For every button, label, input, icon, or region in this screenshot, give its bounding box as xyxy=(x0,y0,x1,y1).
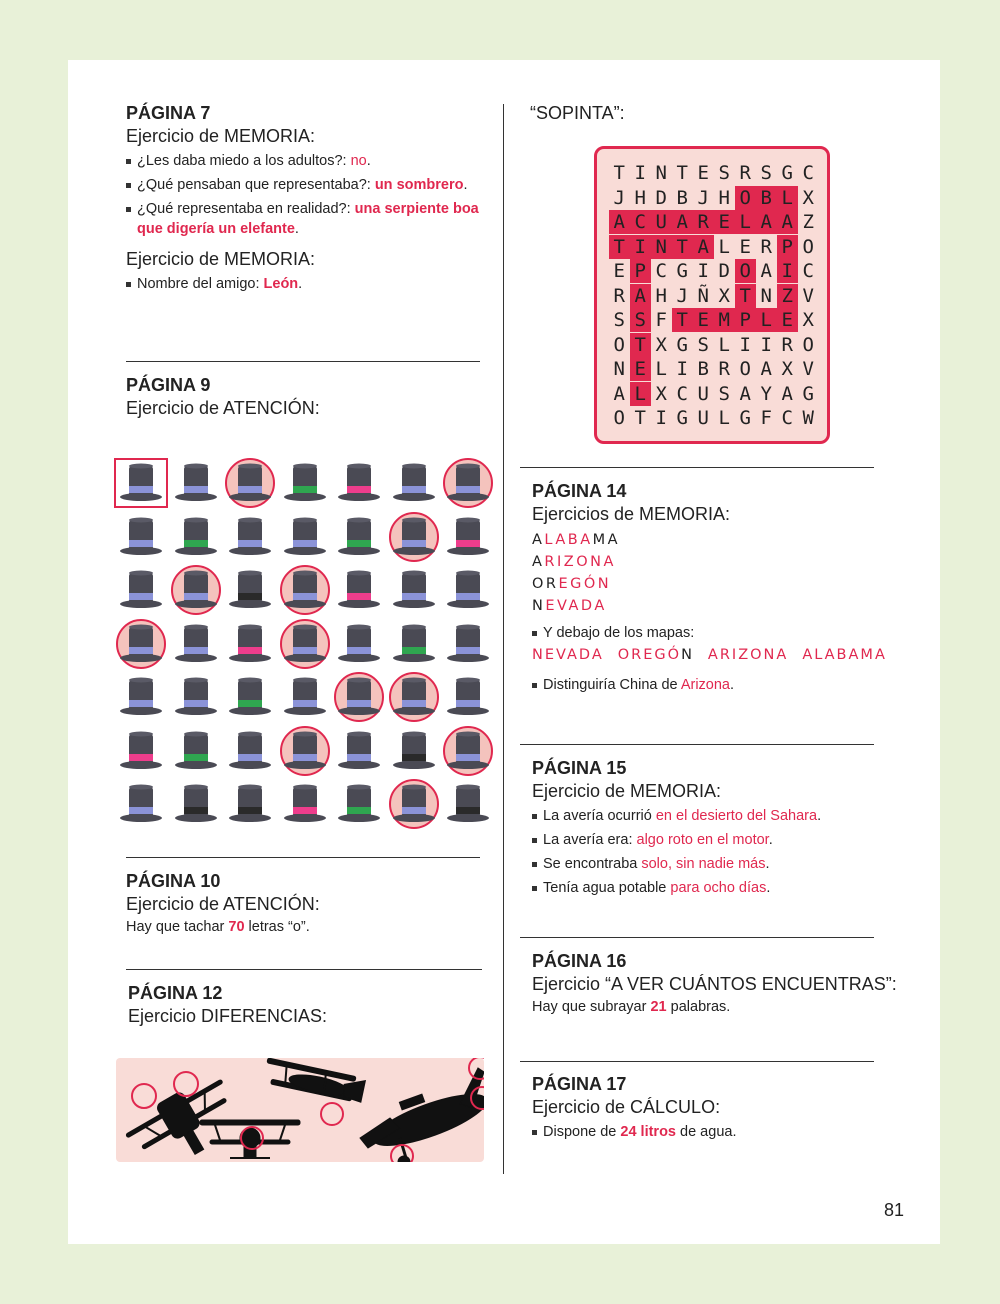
grid-letter: V xyxy=(802,284,814,307)
grid-letter: N xyxy=(655,162,667,184)
grid-letter: T xyxy=(672,235,693,259)
grid-letter: R xyxy=(613,284,625,307)
grid-letter: G xyxy=(676,407,688,429)
top-hat-icon xyxy=(278,779,332,829)
grid-letter: O xyxy=(613,407,625,429)
punct: . xyxy=(765,856,770,872)
grid-letter: D xyxy=(655,186,667,209)
grid-letter: P xyxy=(630,259,651,283)
list-item xyxy=(532,854,892,874)
answer-text: solo, sin nadie más xyxy=(641,856,766,872)
state-word-arizona xyxy=(532,551,912,573)
letters-red: EGÓN xyxy=(558,576,612,592)
grid-letter: X xyxy=(655,382,667,405)
grid-letter: T xyxy=(609,235,630,259)
exercise-title: Ejercicio de MEMORIA: xyxy=(532,781,722,801)
state-word-oregon xyxy=(532,573,912,595)
section-page-10 xyxy=(126,871,320,935)
grid-letter: I xyxy=(676,358,688,380)
top-hat-icon xyxy=(332,779,386,829)
answer-list xyxy=(532,675,912,695)
answer-text xyxy=(532,999,932,1015)
grid-letter: H xyxy=(718,186,730,209)
answer-text: León xyxy=(263,276,299,292)
grid-letter: G xyxy=(781,162,793,184)
list-item xyxy=(532,830,892,850)
top-hat-icon xyxy=(387,512,441,562)
exercise-title: Ejercicio DIFERENCIAS: xyxy=(128,1006,328,1026)
grid-letter: R xyxy=(781,333,793,356)
grid-letter: S xyxy=(718,162,730,184)
divider xyxy=(520,937,874,938)
list-item xyxy=(126,274,486,294)
grid-letter: P xyxy=(777,235,798,259)
grid-letter: I xyxy=(634,162,646,184)
grid-letter: C xyxy=(802,260,814,282)
answer-text: para ocho días xyxy=(670,880,767,896)
grid-letter: R xyxy=(693,210,714,234)
answer-list xyxy=(126,151,486,239)
section-page-12 xyxy=(128,983,327,1031)
divider xyxy=(520,1061,874,1062)
grid-letter: M xyxy=(714,308,735,332)
punct: . xyxy=(817,808,822,824)
answer-number: 21 xyxy=(650,999,667,1015)
top-hat-icon xyxy=(332,458,386,508)
differences-image xyxy=(116,1058,484,1162)
punct: . xyxy=(298,276,303,292)
top-hat-icon xyxy=(332,726,386,776)
grid-letter: B xyxy=(756,186,777,210)
grid-letter: U xyxy=(697,382,709,405)
answer-text: algo roto en el motor xyxy=(636,832,769,848)
text: Dispone de xyxy=(543,1124,621,1140)
grid-letter: X xyxy=(718,284,730,307)
punct: . xyxy=(768,832,773,848)
letter: O xyxy=(532,576,546,592)
grid-letter: C xyxy=(676,382,688,405)
grid-letter: A xyxy=(693,235,714,259)
punct: . xyxy=(366,153,371,169)
grid-letter: X xyxy=(655,333,667,356)
grid-letter: G xyxy=(676,260,688,282)
top-hat-icon xyxy=(387,458,441,508)
top-hat-icon xyxy=(332,512,386,562)
section-page-7 xyxy=(126,103,486,298)
top-hat-icon xyxy=(114,512,168,562)
grid-letter: L xyxy=(756,308,777,332)
top-hat-icon xyxy=(114,726,168,776)
grid-letter: I xyxy=(655,407,667,429)
section-page-15 xyxy=(532,758,892,902)
grid-letter: U xyxy=(697,407,709,429)
grid-letter: O xyxy=(735,186,756,210)
grid-letter: H xyxy=(634,186,646,209)
grid-letter: S xyxy=(630,308,651,332)
top-hat-icon xyxy=(114,565,168,615)
answer-list xyxy=(532,623,912,643)
answer-number: 70 xyxy=(228,919,245,935)
grid-letter: J xyxy=(613,186,625,209)
airplanes-illustration xyxy=(116,1058,484,1162)
question-text: ¿Qué pensaban que representaba?: xyxy=(137,177,375,193)
text: Hay que subrayar xyxy=(532,999,651,1015)
top-hat-icon xyxy=(223,565,277,615)
column-divider xyxy=(503,104,504,1174)
grid-letter: A xyxy=(739,382,751,405)
answer-text xyxy=(126,919,320,935)
grid-letter: N xyxy=(760,284,772,307)
top-hat-icon xyxy=(441,619,495,669)
grid-letter: N xyxy=(651,235,672,259)
top-hat-icon xyxy=(223,672,277,722)
list-item xyxy=(532,1122,892,1142)
grid-letter: G xyxy=(802,382,814,405)
grid-letter: Y xyxy=(760,382,772,405)
top-hat-icon xyxy=(278,726,332,776)
grid-letter: B xyxy=(697,358,709,380)
letters-red: EVADA xyxy=(545,598,607,614)
list-item xyxy=(532,806,892,826)
divider xyxy=(126,361,480,362)
state-word-alabama xyxy=(532,529,912,551)
exercise-title: Ejercicio de ATENCIÓN: xyxy=(126,894,320,914)
top-hat-icon xyxy=(278,512,332,562)
answer-list xyxy=(532,806,892,898)
top-hat-icon xyxy=(114,458,168,508)
grid-letter: T xyxy=(630,333,651,357)
section-heading: PÁGINA 17 xyxy=(532,1074,627,1094)
grid-letter: Z xyxy=(802,211,814,233)
answer-list xyxy=(532,1122,892,1142)
section-page-9 xyxy=(126,375,320,423)
grid-letter: L xyxy=(630,382,651,406)
grid-letter: R xyxy=(760,235,772,258)
top-hat-icon xyxy=(387,672,441,722)
grid-letter: T xyxy=(735,284,756,308)
top-hat-icon xyxy=(441,458,495,508)
grid-letter: A xyxy=(760,358,772,380)
top-hat-icon xyxy=(114,672,168,722)
grid-letter: E xyxy=(714,210,735,234)
divider xyxy=(520,744,874,745)
grid-letter: V xyxy=(802,358,814,380)
letter: A xyxy=(532,532,545,548)
letter: N xyxy=(532,598,546,614)
section-page-17 xyxy=(532,1074,892,1146)
question-text: Distinguiría China de xyxy=(543,677,681,693)
grid-letter: A xyxy=(781,382,793,405)
punct: . xyxy=(730,677,735,693)
grid-letter: I xyxy=(630,235,651,259)
top-hat-icon xyxy=(169,512,223,562)
question-text: La avería era: xyxy=(543,832,637,848)
grid-letter: U xyxy=(651,210,672,234)
grid-letter: O xyxy=(802,235,814,258)
grid-letter: W xyxy=(802,407,814,429)
grid-letter: A xyxy=(609,210,630,234)
punct: . xyxy=(294,221,299,237)
grid-letter: F xyxy=(760,407,772,429)
top-hat-icon xyxy=(278,458,332,508)
grid-letter: O xyxy=(613,333,625,356)
divider xyxy=(126,969,482,970)
punct: . xyxy=(463,177,468,193)
grid-letter: N xyxy=(613,358,625,380)
grid-letter: S xyxy=(613,309,625,331)
biplane-2 xyxy=(200,1120,300,1158)
top-hat-icon xyxy=(223,779,277,829)
question-text: Se encontraba xyxy=(543,856,642,872)
answer-number: 24 litros xyxy=(620,1124,676,1140)
hat-grid xyxy=(114,458,494,822)
grid-letter: L xyxy=(777,186,798,210)
divider xyxy=(126,857,480,858)
grid-letter: T xyxy=(672,308,693,332)
grid-letter: A xyxy=(756,210,777,234)
answer-text: una serpiente boa que digería un elefante xyxy=(137,201,479,237)
grid-letter: J xyxy=(676,284,688,307)
text: de agua. xyxy=(676,1124,737,1140)
question-text: ¿Les daba miedo a los adultos?: xyxy=(137,153,351,169)
letters-red: RIZONA xyxy=(544,554,616,570)
top-hat-icon xyxy=(223,458,277,508)
grid-letter: A xyxy=(777,210,798,234)
top-hat-icon xyxy=(387,779,441,829)
grid-letter: O xyxy=(735,259,756,283)
exercise-title: Ejercicio de ATENCIÓN: xyxy=(126,398,320,418)
answer-text: no xyxy=(350,153,367,169)
letter: A xyxy=(532,554,545,570)
grid-letter: G xyxy=(739,407,751,429)
grid-letter: T xyxy=(634,407,646,429)
grid-letter: C xyxy=(802,162,814,184)
grid-letter: S xyxy=(760,162,772,184)
top-hat-icon xyxy=(223,726,277,776)
page-number: 81 xyxy=(884,1200,905,1220)
exercise-title: Ejercicio de MEMORIA: xyxy=(126,126,316,146)
top-hat-icon xyxy=(441,672,495,722)
map-word: NEVADA xyxy=(532,647,604,663)
grid-letter: R xyxy=(739,162,751,184)
grid-letter: Z xyxy=(777,284,798,308)
grid-letter: I xyxy=(739,333,751,356)
grid-letter: O xyxy=(739,358,751,380)
grid-letter: S xyxy=(718,382,730,405)
grid-letter: Ñ xyxy=(697,284,709,307)
list-item xyxy=(126,175,486,195)
list-item xyxy=(126,151,486,171)
monoplane xyxy=(360,1068,484,1162)
top-hat-icon xyxy=(441,726,495,776)
top-hat-icon xyxy=(387,619,441,669)
grid-letter: E xyxy=(613,260,625,282)
section-heading: PÁGINA 7 xyxy=(126,103,211,123)
exercise-title: Ejercicio de MEMORIA: xyxy=(126,249,316,269)
list-item: Y debajo de los mapas: xyxy=(532,623,912,643)
grid-letter: B xyxy=(676,186,688,209)
biplane-3 xyxy=(263,1058,366,1103)
grid-letter: L xyxy=(718,407,730,429)
letter: MA xyxy=(592,532,621,548)
question-text: Nombre del amigo: xyxy=(137,276,264,292)
grid-letter: C xyxy=(781,407,793,429)
answer-text: Arizona xyxy=(680,677,730,693)
word-search-grid xyxy=(594,146,830,444)
maps-words xyxy=(532,647,912,663)
grid-letter: A xyxy=(630,284,651,308)
grid-letter: I xyxy=(760,333,772,356)
grid-letter: X xyxy=(781,358,793,380)
grid-letter: E xyxy=(697,162,709,184)
grid-letter: D xyxy=(718,260,730,282)
top-hat-icon xyxy=(332,619,386,669)
list-item xyxy=(126,199,486,239)
list-item xyxy=(532,675,912,695)
question-text: Tenía agua potable xyxy=(543,880,671,896)
grid-letter: X xyxy=(802,186,814,209)
grid-letter: L xyxy=(655,358,667,380)
top-hat-icon xyxy=(332,565,386,615)
answer-text: en el desierto del Sahara xyxy=(655,808,818,824)
map-word: OREGÓN xyxy=(617,647,694,663)
grid-letter: A xyxy=(672,210,693,234)
grid-letter: L xyxy=(718,235,730,258)
grid-letter: I xyxy=(777,259,798,283)
section-heading: PÁGINA 14 xyxy=(532,481,627,501)
top-hat-icon xyxy=(223,619,277,669)
grid-letter: H xyxy=(655,284,667,307)
top-hat-icon xyxy=(169,726,223,776)
grid-letter: F xyxy=(655,309,667,331)
word-search-cells xyxy=(609,161,819,431)
top-hat-icon xyxy=(223,512,277,562)
top-hat-icon xyxy=(441,779,495,829)
top-hat-icon xyxy=(169,458,223,508)
exercise-title: Ejercicio “A VER CUÁNTOS ENCUENTRAS”: xyxy=(532,974,897,994)
sopinta-title: “SOPINTA”: xyxy=(530,103,625,123)
grid-letter: T xyxy=(676,162,688,184)
answer-list xyxy=(126,274,486,294)
state-word-nevada xyxy=(532,595,912,617)
top-hat-icon xyxy=(169,779,223,829)
exercise-title: Ejercicios de MEMORIA: xyxy=(532,504,731,524)
top-hat-icon xyxy=(114,619,168,669)
grid-letter: E xyxy=(630,357,651,381)
grid-letter: L xyxy=(718,333,730,356)
top-hat-icon xyxy=(169,672,223,722)
section-heading: PÁGINA 15 xyxy=(532,758,627,778)
section-heading: PÁGINA 12 xyxy=(128,983,223,1003)
punct: . xyxy=(766,880,771,896)
grid-letter: X xyxy=(802,309,814,331)
grid-letter: S xyxy=(697,333,709,356)
grid-letter: I xyxy=(697,260,709,282)
text: letras “o”. xyxy=(244,919,310,935)
list-item xyxy=(532,878,892,898)
grid-letter: O xyxy=(802,333,814,356)
top-hat-icon xyxy=(169,619,223,669)
question-text: La avería ocurrió xyxy=(543,808,656,824)
grid-letter: C xyxy=(630,210,651,234)
text: Hay que tachar xyxy=(126,919,229,935)
text: palabras. xyxy=(666,999,731,1015)
letter: R xyxy=(545,576,559,592)
top-hat-icon xyxy=(387,726,441,776)
letters-red: LABA xyxy=(544,532,593,548)
grid-letter: C xyxy=(655,260,667,282)
map-word: ALABAMA xyxy=(802,647,887,663)
section-heading: PÁGINA 10 xyxy=(126,871,221,891)
top-hat-icon xyxy=(441,512,495,562)
section-heading: PÁGINA 9 xyxy=(126,375,211,395)
top-hat-icon xyxy=(441,565,495,615)
grid-letter: E xyxy=(739,235,751,258)
top-hat-icon xyxy=(278,565,332,615)
grid-letter: E xyxy=(693,308,714,332)
top-hat-icon xyxy=(278,619,332,669)
divider xyxy=(520,467,874,468)
top-hat-icon xyxy=(278,672,332,722)
map-word: ARIZONA xyxy=(707,647,789,663)
top-hat-icon xyxy=(169,565,223,615)
grid-letter: T xyxy=(613,162,625,184)
grid-letter: L xyxy=(735,210,756,234)
grid-letter: R xyxy=(718,358,730,380)
top-hat-icon xyxy=(114,779,168,829)
grid-letter: G xyxy=(676,333,688,356)
top-hat-icon xyxy=(387,565,441,615)
answer-text: un sombrero xyxy=(374,177,464,193)
section-page-16 xyxy=(532,951,932,1015)
question-text: ¿Qué representaba en realidad?: xyxy=(137,201,355,217)
exercise-title: Ejercicio de CÁLCULO: xyxy=(532,1097,721,1117)
section-page-14 xyxy=(532,481,912,699)
grid-letter: J xyxy=(697,186,709,209)
grid-letter: A xyxy=(613,382,625,405)
grid-letter: E xyxy=(777,308,798,332)
grid-letter: P xyxy=(735,308,756,332)
grid-letter: A xyxy=(760,260,772,282)
top-hat-icon xyxy=(332,672,386,722)
section-heading: PÁGINA 16 xyxy=(532,951,627,971)
